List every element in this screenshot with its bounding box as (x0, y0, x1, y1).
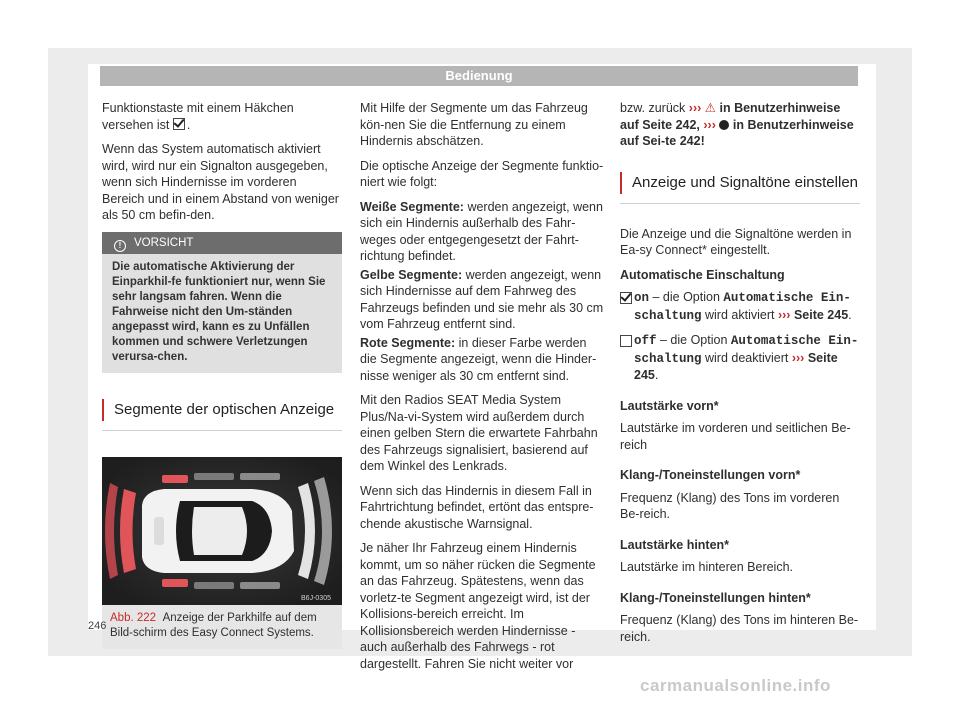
section-heading: Segmente der optischen Anzeige (102, 399, 342, 421)
setting-section (620, 467, 860, 523)
option-key: off (634, 334, 657, 348)
setting-section (620, 537, 860, 576)
warning-title: VORSICHT (134, 236, 194, 249)
warning-header (102, 232, 342, 254)
checkbox-checked-icon (173, 118, 185, 130)
figure-caption (102, 605, 342, 649)
warning-box (102, 232, 342, 373)
option-name: Automatische Ein-schaltung (634, 291, 851, 323)
section-text: Lautstärke im vorderen und seitlichen Be-reich (620, 421, 851, 452)
definition-desc: werden angezeigt, wenn sich ein Hindernis außerhalb des Fahr-weges oder entgegengesetzt der Fahrt-richtung befindet. (360, 199, 603, 263)
option-name: Automatische Ein-schaltung (634, 334, 859, 366)
column-1 (102, 100, 342, 649)
caption-label: Abb. 222 (110, 611, 157, 624)
subheading: Klang-/Toneinstellungen hinten* (620, 590, 811, 605)
column-3 (620, 100, 860, 645)
text: wird deaktiviert (705, 350, 789, 365)
section-heading-wrap (102, 399, 342, 431)
paragraph: Die optische Anzeige der Segmente funktio-niert wie folgt: (360, 158, 604, 189)
cross-reference-link[interactable]: Seite 245 (793, 307, 849, 322)
option-on: on – die Option Automatische Ein-schaltung wird aktiviert ››› Seite 245. (620, 289, 860, 324)
setting-section (620, 398, 860, 454)
paragraph: Je näher Ihr Fahrzeug einem Hindernis kommt, um so näher rücken die Segmente an das Fahrzeug. Spätestens, wenn das vorletz-te Segment angezeigt wird, ist der Kollisions-bereich erreicht. Im Kollisionsbereich werden Hindernisse - auch außerhalb des Fahrwegs - rot dargestellt. Fahren Sie nicht weiter vor (360, 541, 596, 671)
option-key: on (634, 291, 650, 305)
watermark: carmanualsonline.info (640, 676, 831, 695)
paragraph: Wenn sich das Hindernis in diesem Fall in Fahrtrichtung befindet, ertönt das entspre-chende akustische Warnsignal. (360, 483, 594, 531)
warning-text: Die automatische Aktivierung der Einparkhil-fe funktioniert nur, wenn Sie sehr langsam fahren. Wenn die Fahrweise nicht den Um-ständen angepasst wird, kann es zu Unfällen kommen und schwere Verletzungen verursa-chen. (112, 260, 326, 363)
caption-text: Anzeige der Parkhilfe auf dem Bild-schirm des Easy Connect Systems. (110, 611, 317, 639)
section-text: Frequenz (Klang) des Tons im hinteren Be-reich. (620, 613, 859, 644)
definition-desc: werden angezeigt, wenn sich Hindernisse auf dem Fahrweg des Fahrzeugs befinden und sie mehr als 30 cm vom Fahrzeug entfernt sind. (360, 267, 604, 331)
text: – die Option (660, 333, 728, 347)
cross-reference-link[interactable]: in Benutzerhinweise auf Seite 242, (620, 101, 841, 132)
text: bzw. zurück (620, 101, 686, 115)
paragraph: Mit Hilfe der Segmente um das Fahrzeug kön-nen Sie die Entfernung zu einem Hindernis abschätzen. (360, 101, 588, 148)
definition-desc: in dieser Farbe werden die Segmente angezeigt, wenn die Hinder-nisse weniger als 30 cm entfernt sind. (360, 335, 597, 383)
section-heading: Anzeige und Signaltöne einstellen (620, 172, 860, 194)
reference-arrows: ››› (777, 307, 791, 322)
text: wird aktiviert (705, 307, 775, 322)
text: . (186, 117, 191, 132)
reference-arrows: ››› (791, 350, 805, 365)
reference-arrows: ››› (688, 101, 702, 115)
subheading: Klang-/Toneinstellungen vorn* (620, 468, 801, 482)
subheading: Lautstärke hinten* (620, 537, 730, 552)
page-number: 246 (88, 620, 107, 632)
figure (102, 457, 342, 649)
definition-white (360, 199, 605, 265)
text: Funktionstaste mit einem Häkchen versehen ist (102, 101, 294, 132)
page-header: Bedienung (100, 66, 858, 86)
info-icon: ! (114, 240, 126, 252)
paragraph (102, 100, 342, 133)
subheading: Lautstärke vorn* (620, 398, 719, 413)
figure-code: B6J-0305 (301, 594, 331, 602)
parking-aid-image (102, 457, 342, 605)
cross-reference-link[interactable]: in Benutzerhinweise auf Sei-te 242! (620, 117, 854, 148)
cross-reference-link[interactable]: Seite 245 (634, 350, 838, 382)
definition-term: Rote Segmente: (360, 335, 456, 350)
option-off: off – die Option Automatische Ein-schaltung wird deaktiviert ››› Seite 245. (620, 332, 860, 384)
column-2 (360, 100, 605, 680)
checkbox-checked-icon (620, 292, 632, 304)
setting-section (620, 590, 860, 646)
section-heading-wrap (620, 172, 860, 204)
definition-yellow (360, 267, 605, 333)
warning-triangle-icon: ⚠ (704, 101, 716, 115)
paragraph: Mit den Radios SEAT Media System Plus/Na-vi-System wird außerdem durch einen gelben Stern die erwartete Fahrbahn des Fahrzeugs signalisiert, basierend auf dem Winkel des Lenkrads. (360, 393, 598, 473)
section-text: Frequenz (Klang) des Tons im vorderen Be-reich. (620, 490, 840, 521)
paragraph: Wenn das System automatisch aktiviert wird, wird nur ein Signalton ausgegeben, wenn sich Hindernisse im vorderen Bereich und in einem Abstand von weniger als 50 cm befin-den. (102, 142, 339, 222)
paragraph: Die Anzeige und die Signaltöne werden in Ea-sy Connect* eingestellt. (620, 226, 852, 257)
definition-term: Weiße Segmente: (360, 199, 464, 214)
text: – die Option (652, 290, 720, 304)
info-dot-icon (719, 120, 729, 130)
checkbox-empty-icon (620, 335, 632, 347)
reference-arrows: ››› (703, 117, 716, 132)
subheading: Automatische Einschaltung (620, 267, 785, 282)
definition-term: Gelbe Segmente: (360, 267, 463, 282)
section-text: Lautstärke im hinteren Bereich. (620, 560, 794, 574)
paragraph (620, 100, 860, 150)
definition-red (360, 335, 605, 385)
parking-display-illustration (102, 457, 342, 605)
